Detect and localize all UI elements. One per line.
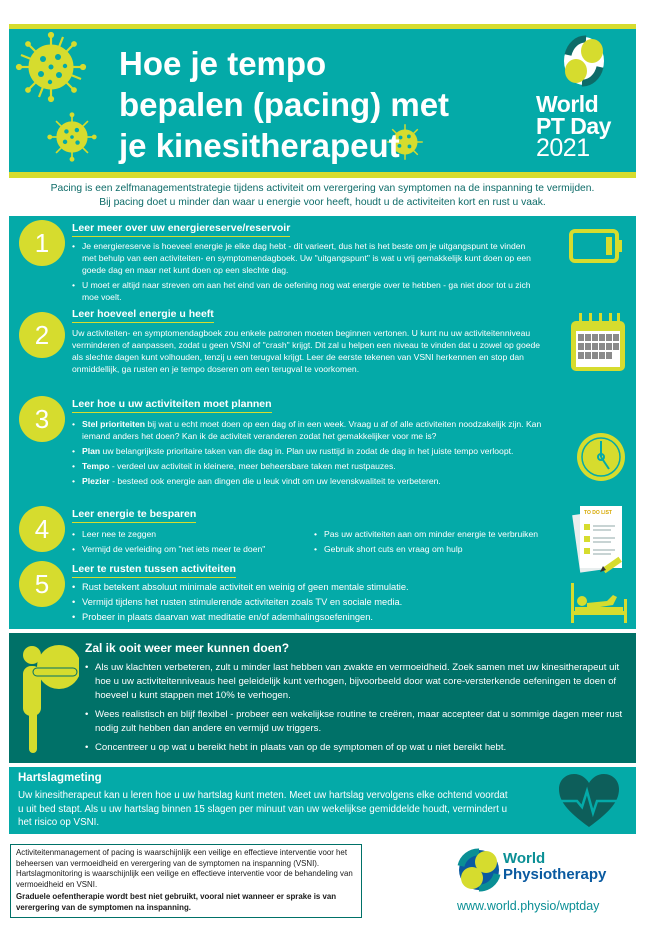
- step-bullets-left: [72, 528, 302, 558]
- bullet-bold: Stel prioriteiten: [82, 419, 146, 429]
- bed-rest-icon: [569, 581, 629, 623]
- step-title: Leer hoe u uw activiteiten moet plannen: [72, 398, 272, 413]
- clock-icon: [575, 431, 627, 483]
- step-number: 3: [19, 396, 65, 442]
- bullet: • Gebruik short cuts en vraag om hulp: [314, 543, 564, 555]
- bullet: • Leer nee te zeggen: [72, 528, 302, 540]
- bullet: • Concentreer u op wat u bereikt hebt in plaats van op de symptomen of op wat u niet bereikt hebt.: [85, 741, 625, 755]
- step-bullets-right: [314, 528, 564, 558]
- step-title: Leer te rusten tussen activiteiten: [72, 563, 236, 578]
- step-paragraph: Uw activiteiten- en symptomendagboek zou enkele patronen moeten beginnen vertonen. U kunt nu uw activiteitenniveau verminderen of aanpassen, zodat u geen VSNI of "crash" krijgt. Dit zal u helpen een niveau te vinden dat u zowel op goede als slechte dagen kunt volhouden, tenzij u een terugval krijgt. Leer de eerste tekenen van VSNI herkennen en stop dan onmiddellijk, ga rusten en je tempo doseren om een terugval te voorkomen.: [72, 328, 541, 374]
- footer-url-link[interactable]: www.world.physio/wptday: [457, 899, 600, 913]
- bullet-text: - besteed ook energie aan dingen die u leuk vindt om uw levenskwaliteit te verbeteren.: [109, 476, 441, 486]
- bullet: [72, 418, 552, 442]
- intro-line: Pacing is een zelfmanagementstrategie tijdens activiteit om verergering van symptomen na de inspanning te vermijden.: [50, 183, 595, 194]
- todo-label: TO DO LIST: [584, 510, 612, 516]
- bullet: • Probeer in plaats daarvan wat meditatie en/of ademhalingsoefeningen.: [72, 611, 552, 623]
- note-text: Activiteitenmanagement of pacing is waarschijnlijk een veilige en effectieve interventie voor het beheersen van vermoeidheid en verergering van de symptomen na inspanning (VSNI).: [16, 848, 348, 868]
- title-line: bepalen (pacing) met: [119, 86, 450, 123]
- bullet-bold: Tempo: [82, 461, 110, 471]
- bullet: [72, 475, 552, 487]
- bullet: • Pas uw activiteiten aan om minder energie te verbruiken: [314, 528, 564, 540]
- todo-list-icon: [572, 504, 626, 582]
- note-bold-text: Graduele oefentherapie wordt best niet gebruikt, vooral niet wanneer er sprake is van verergering van de symptomen na inspanning.: [16, 892, 337, 912]
- step-bullets: [72, 418, 552, 490]
- intro-text: [0, 182, 645, 210]
- bullet: • Vermijd tijdens het rusten stimulerende activiteiten zoals TV en sociale media.: [72, 596, 552, 608]
- title-line: Hoe je tempo: [119, 45, 327, 82]
- step-bullets: [72, 581, 552, 626]
- bullet: • Je energiereserve is hoeveel energie je elke dag hebt - dit varieert, dus het is het beste om je uitgangspunt te vinden met behulp van een activiteiten- en symptomendagboek. Uw "uitgangspunt" is wat u vrij gemakkelijk kunt doen op een goede dag en maar net kunt doen op een slechte dag.: [72, 240, 542, 276]
- header-banner: [9, 24, 636, 178]
- heart-pulse-icon: [557, 773, 621, 829]
- more-activity-panel: [9, 633, 636, 763]
- bullet: • Als uw klachten verbeteren, zult u minder last hebben van zwakte en vermoeidheid. Zoek samen met uw kinesitherapeut uit hoe u uw activiteitenniveaus heel geleidelijk kunt verhogen, bijvoorbeeld door wat core-versterkende oefeningen te doen of hoeveel u kunt stappen met 10% te verhogen.: [85, 661, 625, 703]
- virus-icon: [15, 31, 87, 103]
- note-text: Hartslagmonitoring is waarschijnlijk een veilige en effectieve interventie voor de behandeling van vermoeidheid en VSNI.: [16, 869, 353, 889]
- bullet-bold: Plan: [82, 446, 101, 456]
- logo-line1: World: [536, 91, 599, 117]
- bullet-text: bij wat u echt moet doen op een dag of in een week. Vraag u af of alle activiteiten noodzakelijk zijn. Kan iemand anders het doen? Kan ik de activiteit veranderen zodat het gemakkelijker voor me is?: [82, 419, 542, 441]
- bullet-text: uw belangrijkste prioritaire taken van die dag in. Plan uw rusttijd in zodat de dag in het juiste tempo verloopt.: [100, 446, 514, 456]
- world-pt-day-wordmark: [536, 91, 611, 162]
- step-bullets: [72, 240, 542, 306]
- virus-icon: [47, 112, 97, 162]
- more-activity-bullets: [85, 661, 625, 760]
- org-line2: Physiotherapy: [503, 866, 607, 883]
- calendar-icon: [569, 309, 627, 373]
- bullet: [72, 460, 552, 472]
- world-physiotherapy-logo-icon: [457, 848, 501, 892]
- step-number: 1: [19, 220, 65, 266]
- step-title: Leer meer over uw energiereserve/reservoir: [72, 222, 290, 237]
- step-title: Leer hoeveel energie u heeft: [72, 308, 214, 323]
- battery-low-icon: [569, 229, 625, 263]
- bullet: • Rust betekent absoluut minimale activiteit en weinig of geen mentale stimulatie.: [72, 581, 552, 593]
- bullet: • Vermijd de verleiding om "net iets meer te doen": [72, 543, 302, 555]
- bullet: • U moet er altijd naar streven om aan het eind van de oefening nog wat energie over te hebben - ga niet door tot u zich moe voelt.: [72, 279, 542, 303]
- bullet: [72, 445, 552, 457]
- bullet: • Wees realistisch en blijf flexibel - probeer een wekelijkse routine te creëren, maar accepteer dat u sommige dagen meer rust nodig zult hebben dan andere en vermijd uw triggers.: [85, 708, 625, 736]
- heart-rate-title: Hartslagmeting: [18, 772, 102, 784]
- person-pushing-icon: [19, 639, 79, 759]
- evidence-note: [10, 844, 362, 918]
- world-physiotherapy-wordmark: [503, 851, 606, 883]
- org-line1: World: [503, 850, 546, 867]
- page-title: [119, 43, 519, 166]
- step-title: Leer energie te besparen: [72, 508, 196, 523]
- logo-year: 2021: [536, 134, 590, 162]
- title-line: je kinesitherapeut: [119, 127, 400, 164]
- more-activity-title: Zal ik ooit weer meer kunnen doen?: [85, 641, 290, 655]
- step-number: 5: [19, 561, 65, 607]
- bullet-bold: Plezier: [82, 476, 110, 486]
- heart-rate-text: Uw kinesitherapeut kan u leren hoe u uw hartslag kunt meten. Meet uw hartslag vervolgens elke ochtend voordat u uit bed stapt. Als u uw hartslag binnen 15 slagen per minuut van uw wekelijkse gemiddelde houdt, vermindert u het risico op VSNI.: [18, 790, 508, 828]
- step-number: 4: [19, 506, 65, 552]
- heart-rate-panel: [9, 767, 636, 834]
- bullet-text: - verdeel uw activiteit in kleinere, meer beheersbare taken met rustpauzes.: [109, 461, 396, 471]
- world-pt-day-logo-icon: [539, 35, 629, 87]
- intro-line: Bij pacing doet u minder dan waar u energie voor heeft, houdt u de activiteiten kort en rust u vaak.: [99, 197, 546, 208]
- logo-line2: PT Day: [536, 113, 611, 139]
- step-number: 2: [19, 312, 65, 358]
- steps-panel: [9, 216, 636, 629]
